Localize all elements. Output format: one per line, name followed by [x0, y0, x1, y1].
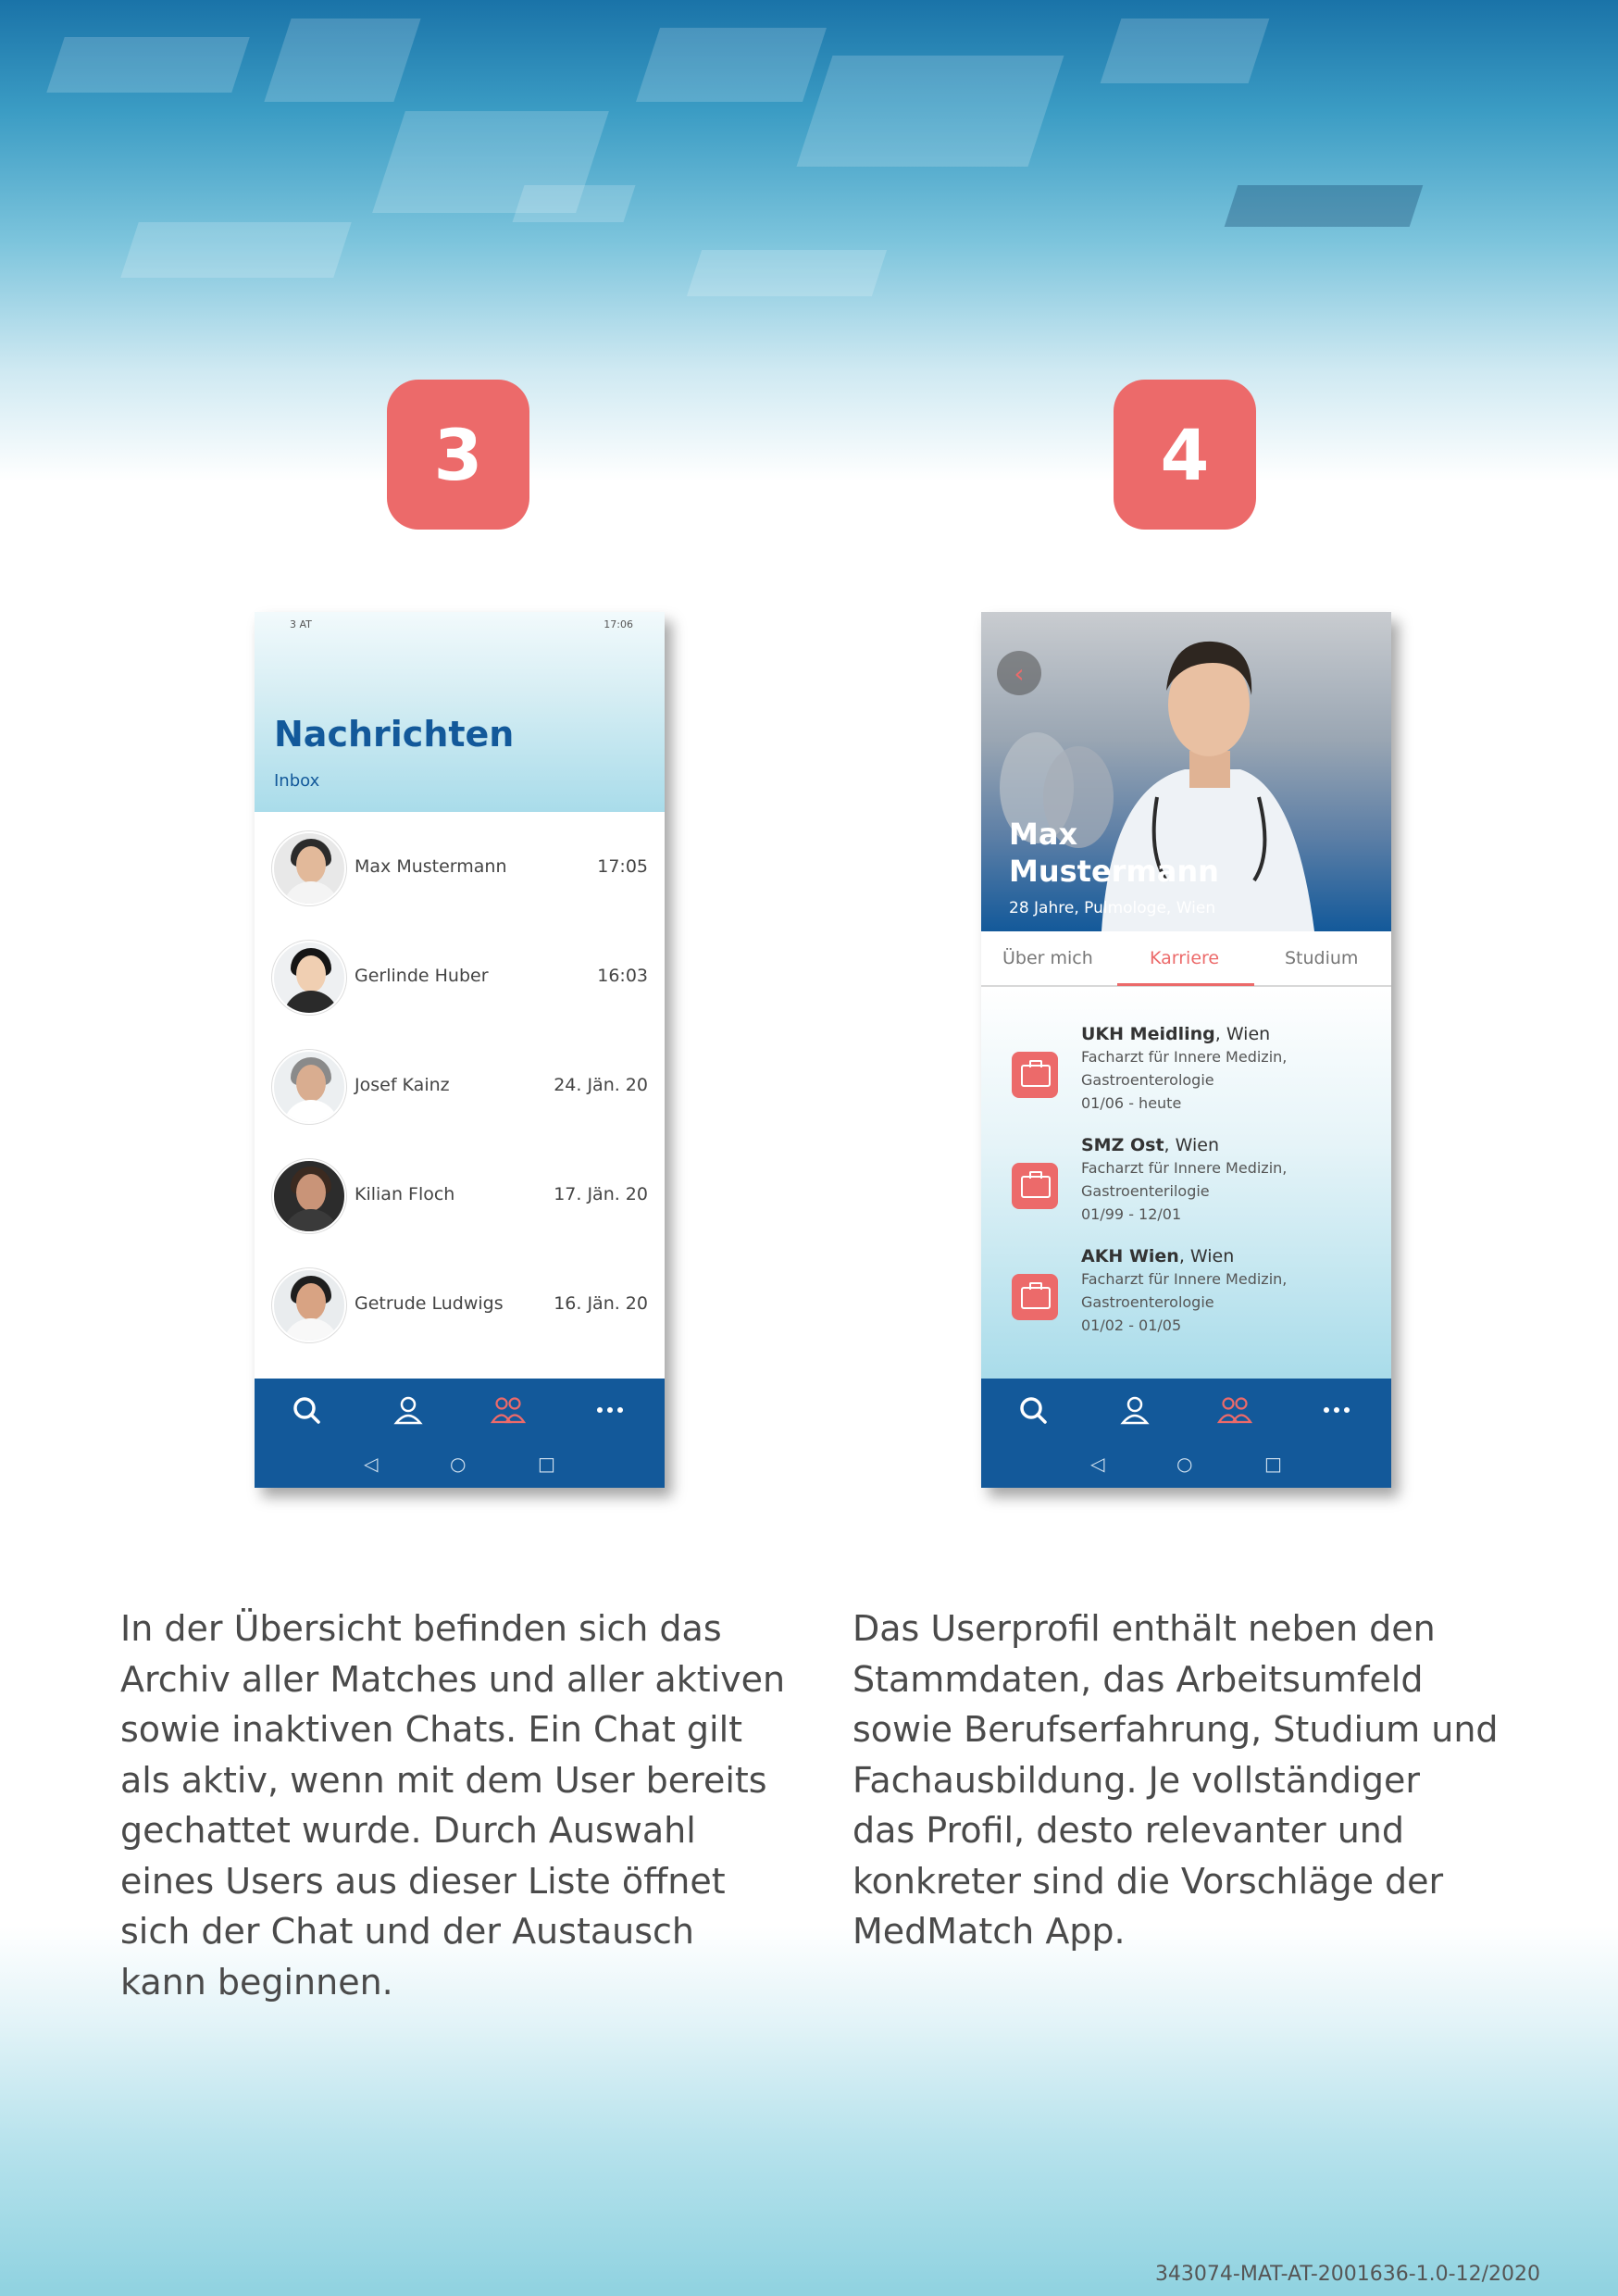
tab-studium[interactable]: Studium — [1285, 948, 1359, 968]
back-nav-icon[interactable]: ◁ — [1090, 1453, 1105, 1475]
active-tab-indicator — [1117, 983, 1254, 986]
chat-name: Josef Kainz — [355, 1075, 450, 1095]
chat-time: 17. Jän. 20 — [554, 1184, 648, 1204]
recent-nav-icon[interactable]: □ — [1264, 1453, 1282, 1475]
career-city: , Wien — [1178, 1246, 1235, 1267]
career-place: UKH Meidling — [1081, 1024, 1215, 1044]
step-badge-4: 4 — [1114, 380, 1256, 530]
page-title: Nachrichten — [274, 714, 515, 755]
inbox-label: Inbox — [274, 771, 320, 791]
text-line: Fachausbildung. Je vollständiger — [853, 1759, 1420, 1801]
text-line: sowie inaktiven Chats. Ein Chat gilt — [120, 1709, 743, 1750]
career-period: 01/06 - heute — [1081, 1094, 1182, 1112]
home-nav-icon[interactable]: ○ — [450, 1453, 467, 1475]
text-line: konkreter sind die Vorschläge der — [853, 1860, 1444, 1902]
career-field: Gastroenterilogie — [1081, 1182, 1210, 1200]
avatar — [272, 1159, 346, 1233]
tab-ueber-mich[interactable]: Über mich — [1002, 948, 1093, 968]
chat-time: 17:05 — [597, 856, 648, 877]
avatar — [272, 1050, 346, 1124]
text-line: Archiv aller Matches und aller aktiven — [120, 1658, 786, 1700]
career-entry[interactable] — [981, 1246, 1391, 1357]
profile-icon[interactable] — [390, 1391, 427, 1429]
text-line: Das Userprofil enthält neben den — [853, 1608, 1436, 1649]
text-line: MedMatch App. — [853, 1911, 1126, 1952]
chat-list-item[interactable] — [255, 1142, 665, 1251]
text-line: In der Übersicht befinden sich das — [120, 1608, 722, 1649]
status-bar — [255, 612, 665, 634]
chat-name: Max Mustermann — [355, 856, 507, 877]
career-city: , Wien — [1164, 1135, 1219, 1155]
text-line: kann beginnen. — [120, 1961, 393, 2003]
carrier-label: 3 AT — [290, 618, 312, 630]
profile-icon[interactable] — [1116, 1391, 1153, 1429]
clock-label: 17:06 — [604, 618, 633, 630]
briefcase-icon — [1012, 1163, 1058, 1209]
search-icon[interactable] — [288, 1391, 325, 1429]
text-line: gechattet wurde. Durch Auswahl — [120, 1810, 696, 1851]
more-icon[interactable] — [1318, 1391, 1355, 1429]
chat-list-item[interactable] — [255, 1251, 665, 1360]
bottom-navbar — [981, 1379, 1391, 1488]
career-role: Facharzt für Innere Medizin, — [1081, 1048, 1288, 1066]
text-line: eines Users aus dieser Liste öffnet — [120, 1860, 726, 1902]
chat-list-item[interactable] — [255, 1032, 665, 1142]
back-nav-icon[interactable]: ◁ — [364, 1453, 379, 1475]
career-place: AKH Wien — [1081, 1246, 1179, 1267]
description-right — [853, 1603, 1584, 1957]
career-role: Facharzt für Innere Medizin, — [1081, 1270, 1288, 1288]
text-line: Stammdaten, das Arbeitsumfeld — [853, 1658, 1424, 1700]
matches-icon[interactable] — [490, 1391, 527, 1429]
text-line: das Profil, desto relevanter und — [853, 1810, 1404, 1851]
tab-karriere[interactable]: Karriere — [1150, 948, 1220, 968]
avatar — [272, 941, 346, 1015]
career-period: 01/02 - 01/05 — [1081, 1316, 1182, 1334]
profile-tabs — [981, 931, 1391, 987]
profile-name: Max Mustermann — [1009, 817, 1219, 889]
chat-name: Gerlinde Huber — [355, 966, 489, 986]
search-icon[interactable] — [1014, 1391, 1052, 1429]
text-line: sowie Berufserfahrung, Studium und — [853, 1709, 1499, 1750]
text-line: sich der Chat und der Austausch — [120, 1911, 694, 1952]
document-code: 343074-MAT-AT-2001636-1.0-12/2020 — [1154, 2263, 1540, 2286]
career-list — [981, 987, 1391, 1379]
phone-profile-screen — [981, 612, 1391, 1488]
messages-header — [255, 612, 665, 812]
career-city: , Wien — [1214, 1024, 1271, 1044]
recent-nav-icon[interactable]: □ — [538, 1453, 555, 1475]
career-period: 01/99 - 12/01 — [1081, 1205, 1182, 1223]
home-nav-icon[interactable]: ○ — [1176, 1453, 1193, 1475]
career-entry[interactable] — [981, 1024, 1391, 1135]
briefcase-icon — [1012, 1052, 1058, 1098]
back-button[interactable] — [997, 651, 1041, 695]
chat-time: 24. Jän. 20 — [554, 1075, 648, 1095]
text-line: als aktiv, wenn mit dem User bereits — [120, 1759, 767, 1801]
career-field: Gastroenterologie — [1081, 1071, 1214, 1089]
description-left — [120, 1603, 833, 2007]
profile-hero — [981, 612, 1391, 931]
profile-meta: 28 Jahre, Pulmologe, Wien — [1009, 899, 1216, 917]
bottom-navbar — [255, 1379, 665, 1488]
more-icon[interactable] — [591, 1391, 629, 1429]
career-place: SMZ Ost — [1081, 1135, 1164, 1155]
chat-list-item[interactable] — [255, 814, 665, 923]
chat-list-item[interactable] — [255, 923, 665, 1032]
chat-time: 16. Jän. 20 — [554, 1293, 648, 1314]
phone-messages-screen — [255, 612, 665, 1488]
career-entry[interactable] — [981, 1135, 1391, 1246]
career-field: Gastroenterologie — [1081, 1293, 1214, 1311]
avatar — [272, 831, 346, 905]
step-badge-3: 3 — [387, 380, 529, 530]
chat-name: Getrude Ludwigs — [355, 1293, 504, 1314]
chat-time: 16:03 — [597, 966, 648, 986]
chevron-left-icon: ‹ — [1014, 657, 1025, 689]
career-role: Facharzt für Innere Medizin, — [1081, 1159, 1288, 1177]
briefcase-icon — [1012, 1274, 1058, 1320]
avatar — [272, 1268, 346, 1342]
matches-icon[interactable] — [1216, 1391, 1253, 1429]
chat-name: Kilian Floch — [355, 1184, 455, 1204]
